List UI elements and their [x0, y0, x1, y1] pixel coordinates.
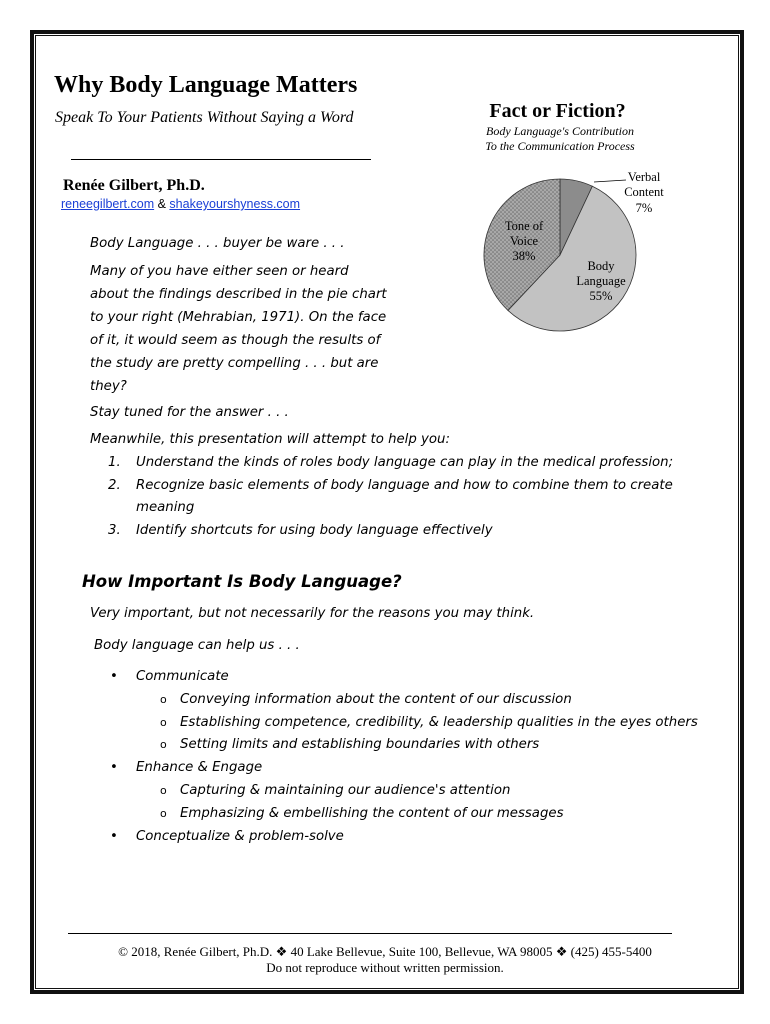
sub-item — [136, 734, 700, 757]
objective-number: 3. — [108, 522, 121, 538]
objective-text: Identify shortcuts for using body language effectively — [136, 522, 493, 538]
label-verbal-line2: Content — [624, 185, 664, 199]
sub-item-text: Emphasizing & embellishing the content of our messages — [180, 805, 564, 821]
objective-number: 2. — [108, 477, 121, 493]
sub-item-text: Establishing competence, credibility, & leadership qualities in the eyes others — [180, 714, 698, 730]
footer — [40, 944, 730, 976]
sub-item-text: Conveying information about the content of our discussion — [180, 691, 572, 707]
sub-item — [136, 689, 700, 712]
title-divider — [71, 159, 371, 160]
bullet-marker: • — [110, 760, 118, 776]
intro-line: Body Language . . . buyer be ware . . . — [90, 236, 345, 251]
pie-caption-line1: Body Language's Contribution — [486, 124, 634, 138]
sub-item — [136, 803, 700, 826]
links-ampersand: & — [157, 197, 166, 211]
bullet-marker: • — [110, 828, 118, 844]
sub-item — [136, 712, 700, 735]
benefit-item-enhance — [110, 757, 700, 825]
stay-tuned-line: Stay tuned for the answer . . . — [90, 405, 289, 420]
sub-bullet-marker: o — [160, 738, 167, 752]
benefit-text: Communicate — [136, 669, 229, 684]
pie-caption-line2: To the Communication Process — [485, 139, 635, 153]
benefit-item-conceptualize — [110, 826, 700, 849]
label-verbal-line1: Verbal — [627, 170, 661, 184]
objective-text: Recognize basic elements of body language and how to combine them to create meaning — [136, 477, 673, 515]
author-name: Renée Gilbert, Ph.D. — [63, 177, 205, 194]
objective-text: Understand the kinds of roles body language can play in the medical profession; — [136, 455, 674, 470]
pie-chart — [470, 165, 680, 345]
objective-number: 1. — [108, 455, 121, 470]
page-title: Why Body Language Matters — [54, 72, 358, 98]
footer-notice: Do not reproduce without written permission. — [266, 960, 504, 975]
objectives-list — [108, 452, 688, 542]
link-shakeyourshyness[interactable]: shakeyourshyness.com — [169, 197, 301, 211]
sub-item-text: Setting limits and establishing boundaries with others — [180, 737, 540, 753]
objective-item — [108, 452, 688, 475]
sub-bullet-marker: o — [160, 806, 167, 820]
pie-caption — [470, 124, 650, 154]
benefit-sublist — [136, 689, 700, 757]
sub-bullet-marker: o — [160, 692, 167, 706]
fact-or-fiction-heading: Fact or Fiction? — [489, 100, 626, 122]
label-verbal-value: 7% — [635, 201, 653, 215]
intro-paragraph: Many of you have either seen or heard about the findings described in the pie chart to your right (Mehrabian, 1971). On the face of it, it would seem as though the results of the study are pretty compelling . . . but are they? — [90, 264, 387, 394]
bullet-marker: • — [110, 669, 118, 684]
sub-bullet-marker: o — [160, 783, 167, 797]
objective-item — [108, 520, 688, 543]
label-body-line2: Language — [576, 274, 626, 288]
page-subtitle: Speak To Your Patients Without Saying a Word — [55, 109, 354, 126]
label-body-line1: Body — [587, 259, 615, 273]
footer-divider — [68, 933, 672, 934]
section-lead-in: Body language can help us . . . — [94, 638, 300, 653]
benefit-text: Enhance & Engage — [136, 760, 263, 776]
section-heading: How Important Is Body Language? — [82, 572, 402, 591]
verbal-leader-line — [594, 180, 626, 182]
meanwhile-line: Meanwhile, this presentation will attempt to help you: — [90, 432, 450, 447]
sub-bullet-marker: o — [160, 715, 167, 729]
label-tone-line1: Tone of — [504, 219, 544, 233]
benefits-list — [110, 666, 700, 848]
sub-item — [136, 780, 700, 803]
label-body-value: 55% — [589, 289, 613, 303]
benefit-item-communicate — [110, 666, 700, 757]
benefit-sublist — [136, 780, 700, 826]
benefit-text: Conceptualize & problem-solve — [136, 828, 344, 844]
section-intro: Very important, but not necessarily for the reasons you may think. — [90, 606, 535, 621]
link-reneegilbert[interactable]: reneegilbert.com — [61, 197, 155, 211]
footer-contact: © 2018, Renée Gilbert, Ph.D. ❖ 40 Lake Bellevue, Suite 100, Bellevue, WA 98005 ❖ (425) 455-5400 — [118, 944, 652, 959]
sub-item-text: Capturing & maintaining our audience's attention — [180, 782, 511, 798]
label-tone-line2: Voice — [509, 234, 539, 248]
author-links — [61, 197, 300, 211]
objective-item — [108, 475, 688, 520]
label-tone-value: 38% — [512, 249, 536, 263]
